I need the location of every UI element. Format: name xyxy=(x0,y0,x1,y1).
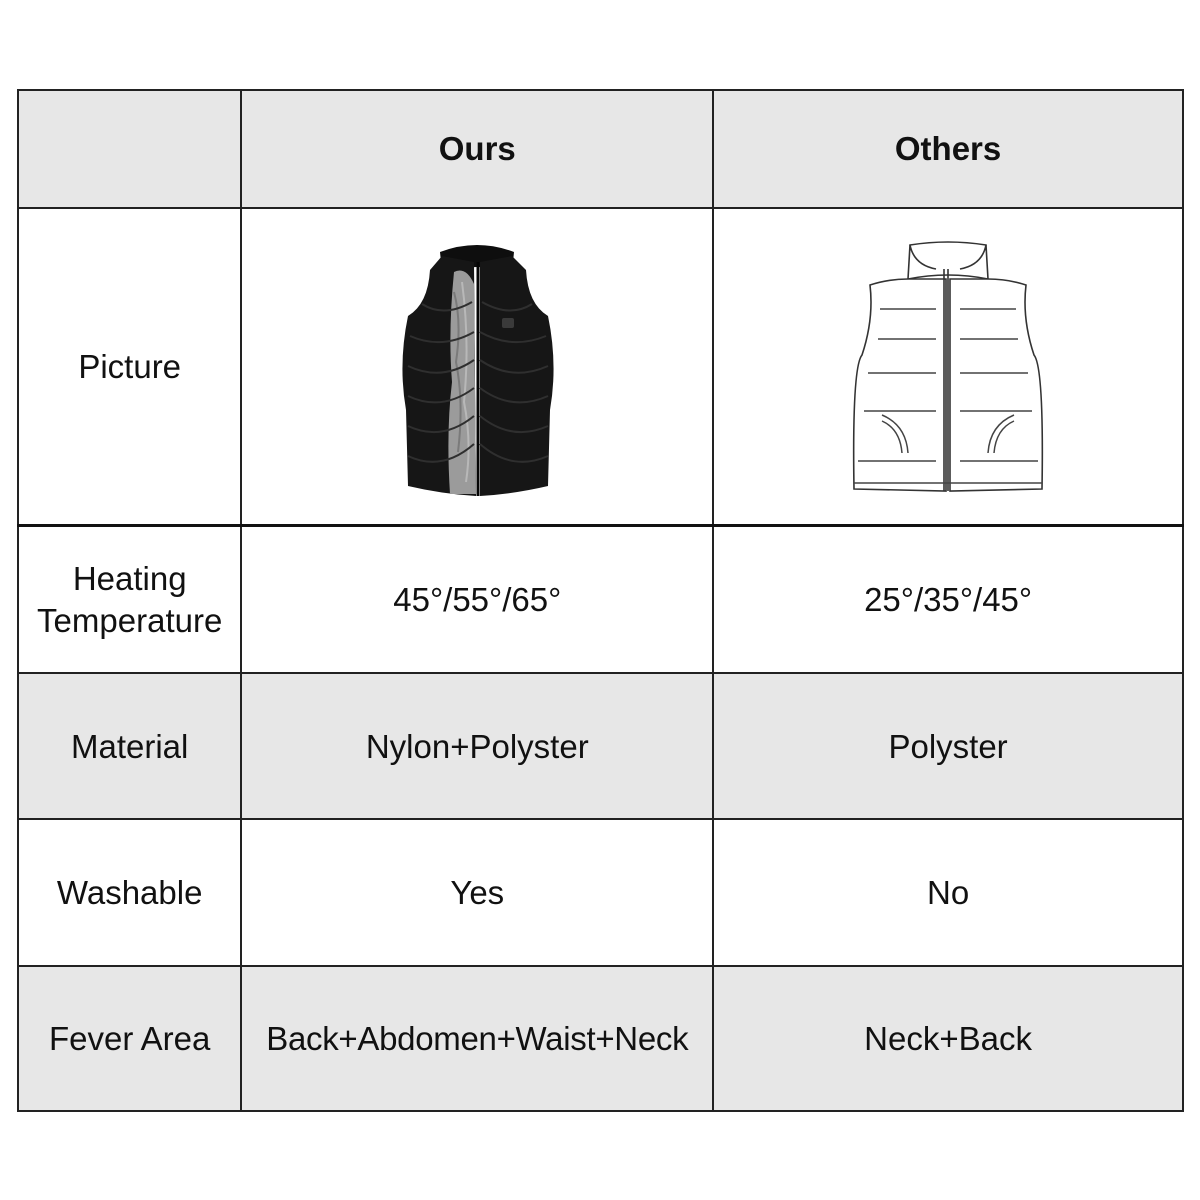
temperature-row xyxy=(18,526,1183,673)
header-blank-cell xyxy=(18,90,241,208)
row-label-heating-temperature: Heating Temperature xyxy=(18,526,241,673)
ours-temperature: 45°/55°/65° xyxy=(241,526,713,673)
header-row xyxy=(18,90,1183,208)
ours-fever-area: Back+Abdomen+Waist+Neck xyxy=(241,966,713,1111)
others-washable: No xyxy=(713,819,1183,965)
row-label-fever-area: Fever Area xyxy=(18,966,241,1111)
fever-area-row xyxy=(18,966,1183,1111)
ours-material: Nylon+Polyster xyxy=(241,673,713,819)
ours-washable: Yes xyxy=(241,819,713,965)
others-temperature: 25°/35°/45° xyxy=(713,526,1183,673)
ours-picture-cell xyxy=(241,208,713,526)
black-vest-image xyxy=(392,232,562,502)
others-material: Polyster xyxy=(713,673,1183,819)
picture-row xyxy=(18,208,1183,526)
outline-vest-image xyxy=(848,239,1048,495)
comparison-table xyxy=(17,89,1184,1112)
row-label-picture: Picture xyxy=(18,208,241,526)
material-row xyxy=(18,673,1183,819)
row-label-washable: Washable xyxy=(18,819,241,965)
others-fever-area: Neck+Back xyxy=(713,966,1183,1111)
header-ours: Ours xyxy=(241,90,713,208)
header-others: Others xyxy=(713,90,1183,208)
others-picture-cell xyxy=(713,208,1183,526)
washable-row xyxy=(18,819,1183,965)
row-label-material: Material xyxy=(18,673,241,819)
